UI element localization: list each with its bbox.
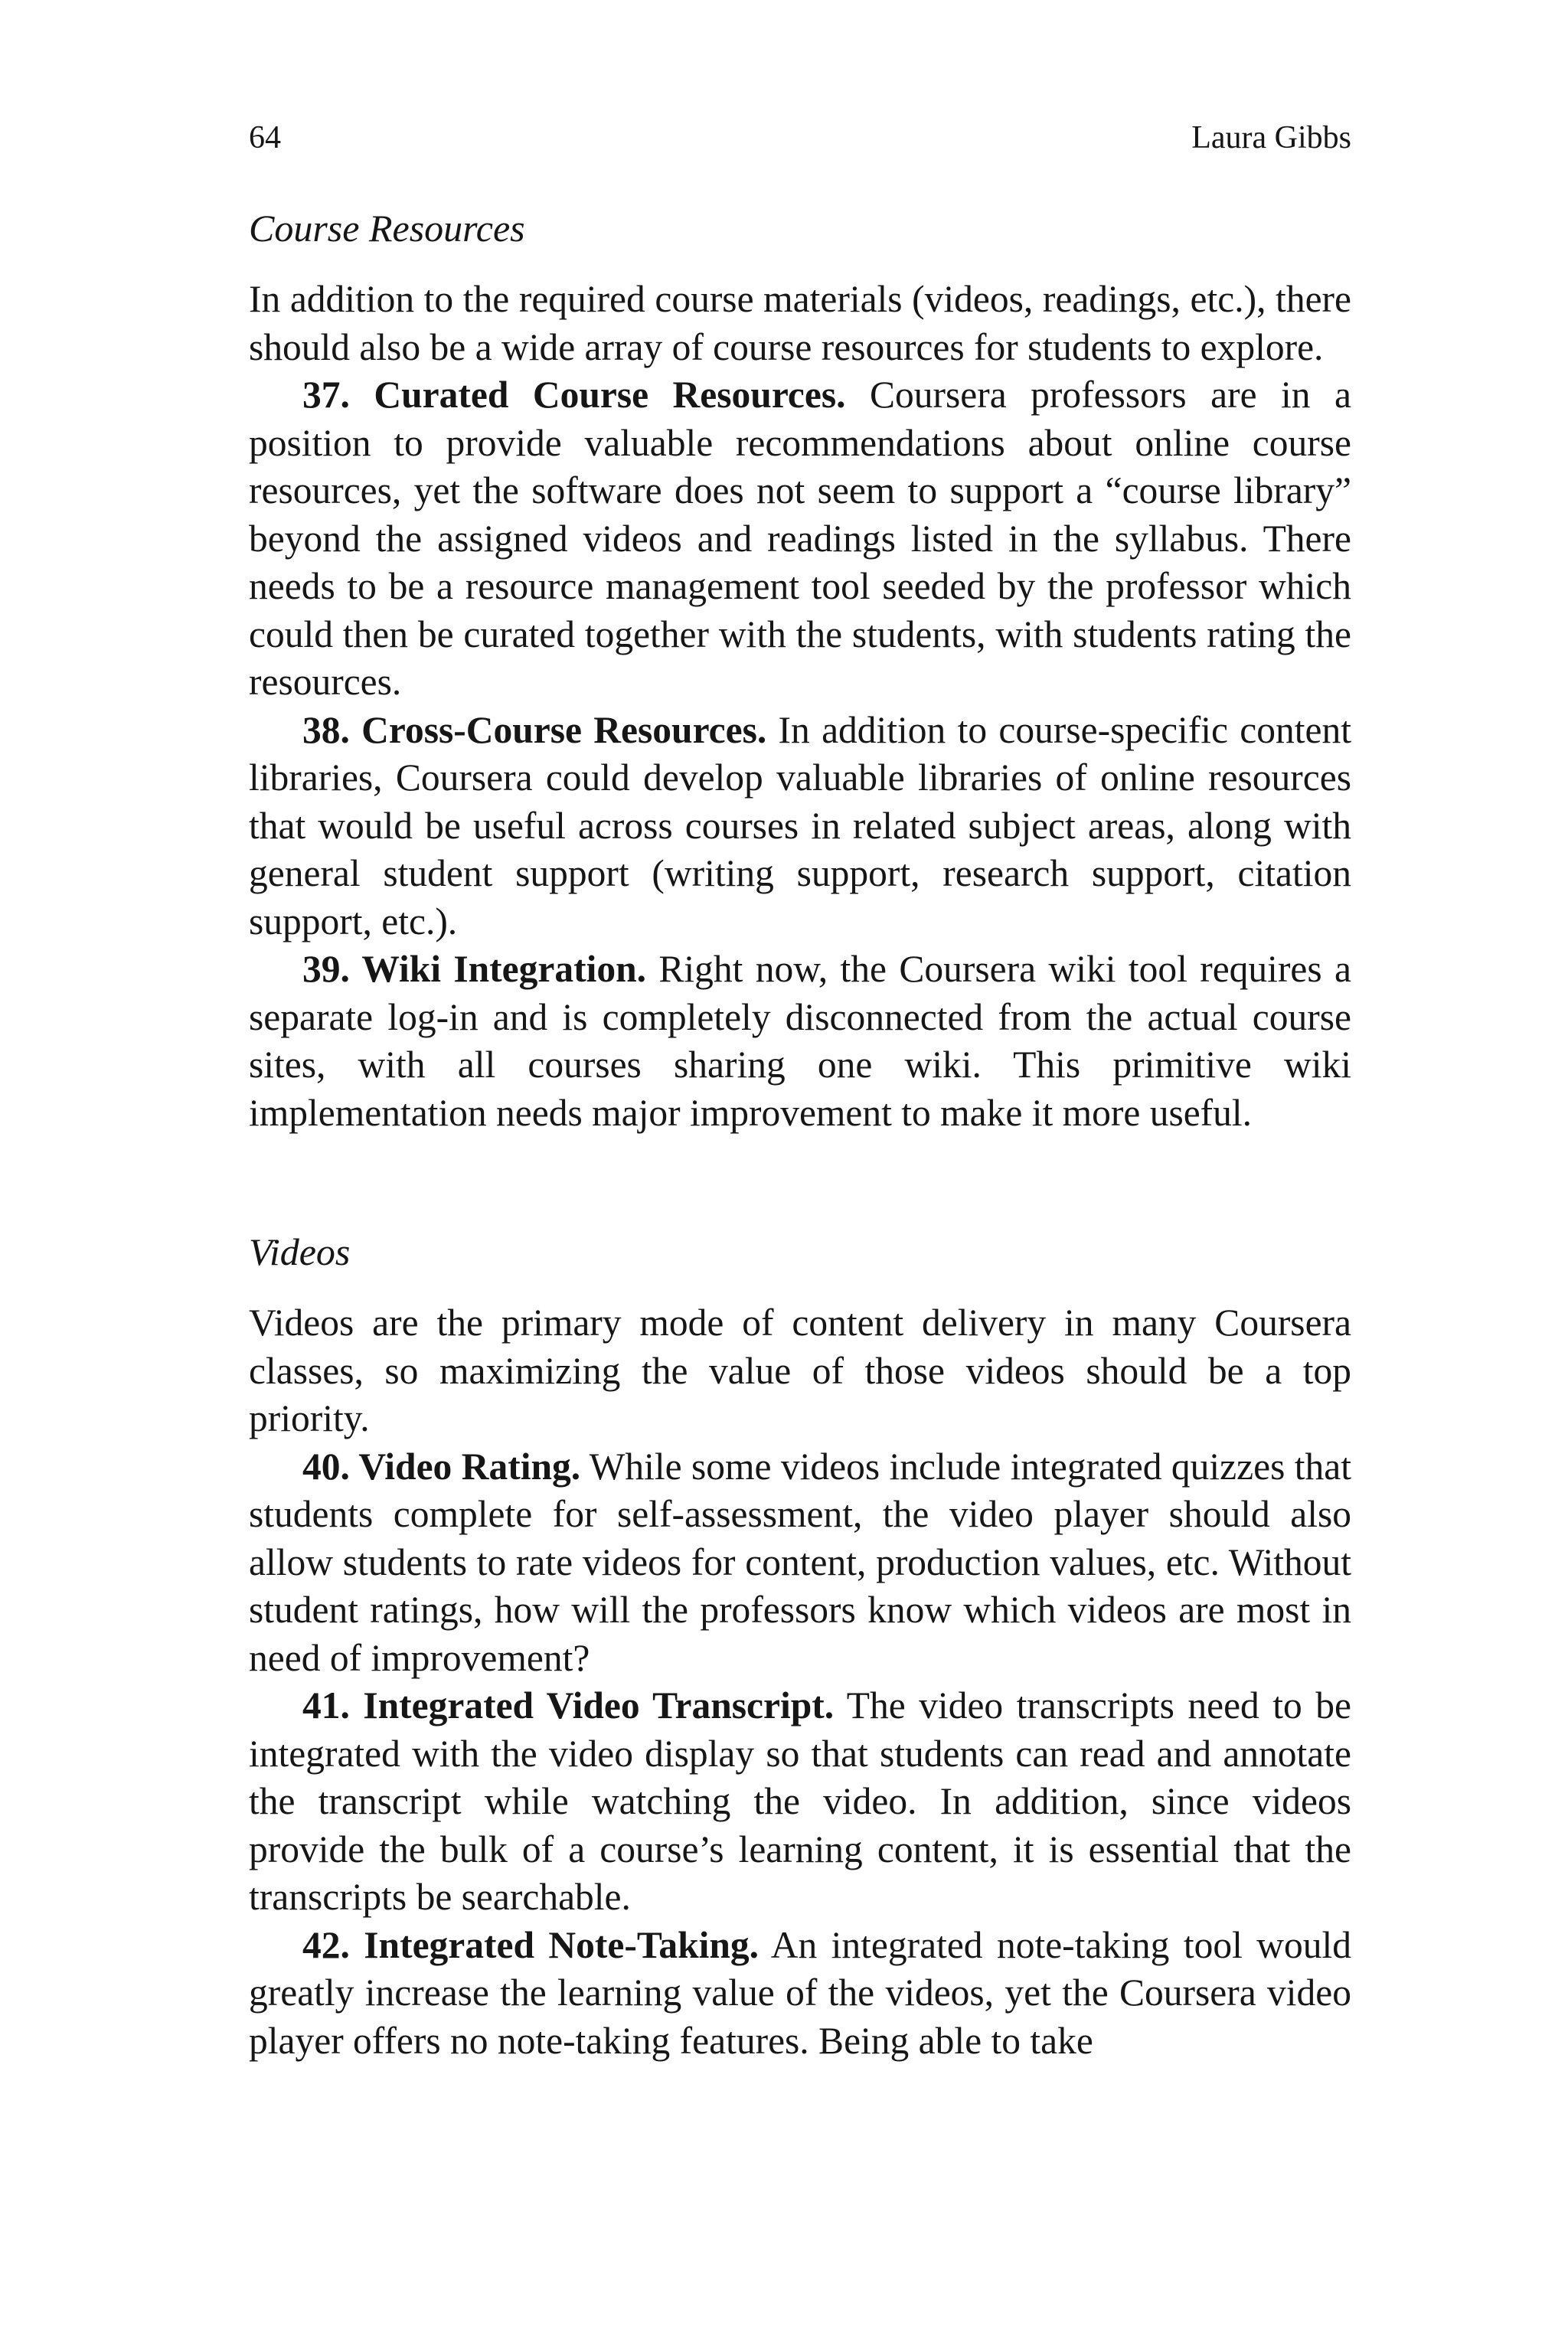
item-title: 41. Integrated Video Transcript. (302, 1684, 835, 1726)
item-body: Coursera professors are in a position to provide valuable recommendations about online course resources, yet the software does not seem to support a “course library” beyond the assigned videos and readings listed in the syllabus. There needs to be a resource management tool seeded by the professor which could then be curated together with the students, with students rating the resources. (249, 374, 1351, 703)
list-item (249, 707, 1351, 946)
list-item (249, 1682, 1351, 1922)
section-course-resources (249, 204, 1351, 1137)
list-item (249, 946, 1351, 1137)
book-page (249, 115, 1351, 2065)
item-title: 38. Cross-Course Resources. (302, 708, 767, 751)
section-intro: In addition to the required course materials (videos, readings, etc.), there should also be a wide array of course resources for students to explore. (249, 278, 1351, 368)
list-item (249, 371, 1351, 707)
list-item (249, 1922, 1351, 2066)
section-intro: Videos are the primary mode of content delivery in many Coursera classes, so maximizing the value of those videos should be a top priority. (249, 1302, 1351, 1439)
item-title: 42. Integrated Note-Taking. (302, 1923, 760, 1966)
item-body: The video transcripts need to be integrated with the video display so that students can read and annotate the transcript while watching the video. In addition, since videos provide the bulk of a course’s learning content, it is essential that the transcripts be searchable. (249, 1684, 1351, 1918)
item-title: 37. Curated Course Resources. (302, 374, 846, 416)
item-body: While some videos include integrated quizzes that students complete for self-assessment, the video player should also allow students to rate videos for content, production values, etc. Without student ratings, how will the professors know which videos are most in need of improvement? (249, 1445, 1351, 1679)
item-title: 40. Video Rating. (302, 1445, 581, 1488)
running-head-author: Laura Gibbs (1191, 120, 1351, 155)
section-heading: Course Resources (249, 207, 525, 250)
list-item (249, 1443, 1351, 1683)
running-head (249, 115, 1351, 161)
page-number: 64 (249, 120, 281, 155)
item-body: An integrated note-taking tool would greatly increase the learning value of the videos, yet the Coursera video player offers no note-taking features. Being able to take (249, 1923, 1351, 2062)
section-heading: Videos (249, 1230, 351, 1273)
item-title: 39. Wiki Integration. (302, 948, 646, 990)
item-body: Right now, the Coursera wiki tool requires a separate log-in and is completely disconnected from the actual course sites, with all courses sharing one wiki. This primitive wiki implementation needs major improvement to make it more useful. (249, 948, 1352, 1134)
section-videos (249, 1227, 1351, 2065)
item-body: In addition to course-specific content libraries, Coursera could develop valuable libraries of online resources that would be useful across courses in related subject areas, along with general student support (writing support, research support, citation support, etc.). (249, 708, 1352, 942)
